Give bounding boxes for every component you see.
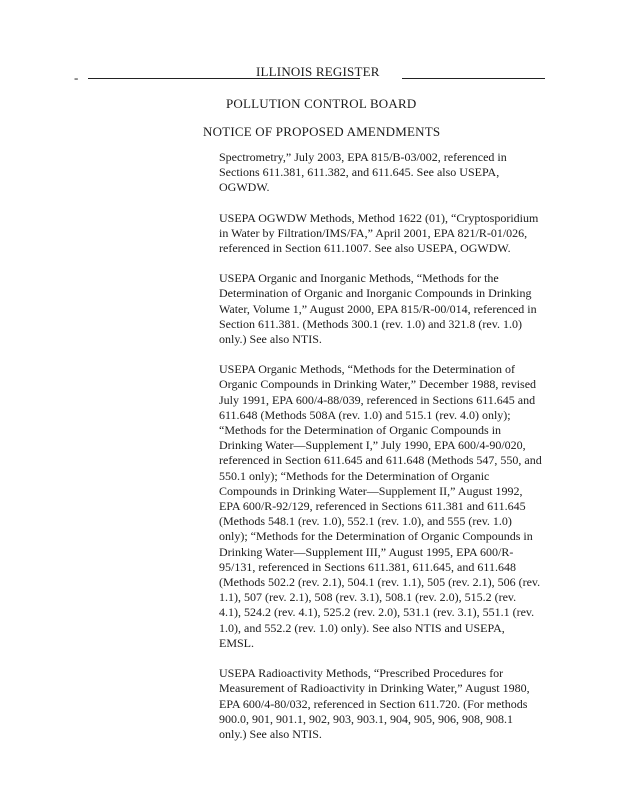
entry-line: OGWDW.: [219, 180, 270, 195]
entry-line: (Methods 548.1 (rev. 1.0), 552.1 (rev. 1.0), and 555 (rev. 1.0): [219, 514, 512, 529]
entry-line: 1.0), and 552.2 (rev. 1.0) only). See also NTIS and USEPA,: [219, 620, 505, 635]
entry-line: USEPA Organic Methods, “Methods for the Determination of: [219, 362, 515, 377]
document-body: [219, 150, 549, 757]
entry-line: referenced in Section 611.645 and 611.648 (Methods 547, 550, and: [219, 453, 542, 468]
register-title: ILLINOIS REGISTER: [256, 64, 380, 79]
entry-line: EPA 600/R-92/129, referenced in Sections 611.381 and 611.645: [219, 499, 526, 514]
entry-line: Organic Compounds in Drinking Water,” December 1988, revised: [219, 377, 537, 392]
entry-line: USEPA OGWDW Methods, Method 1622 (01), “Cryptosporidium: [219, 210, 539, 225]
entry-line: referenced in Section 611.1007. See also USEPA, OGWDW.: [219, 241, 511, 256]
entry-line: 4.1), 524.2 (rev. 4.1), 525.2 (rev. 2.0), 531.1 (rev. 3.1), 551.1 (rev.: [219, 605, 535, 620]
entry-line: in Water by Filtration/IMS/FA,” April 2001, EPA 821/R-01/026,: [219, 225, 528, 240]
entry-line: 1.1), 507 (rev. 2.1), 508 (rev. 3.1), 508.1 (rev. 2.0), 515.2 (rev.: [219, 590, 517, 605]
notice-title: NOTICE OF PROPOSED AMENDMENTS: [203, 124, 441, 139]
entry-line: Drinking Water—Supplement I,” July 1990, EPA 600/4-90/020,: [219, 438, 526, 453]
entry-line: EPA 600/4-80/032, referenced in Section 611.720. (For methods: [219, 696, 528, 711]
entry-line: Drinking Water—Supplement III,” August 1995, EPA 600/R-: [219, 544, 514, 559]
reference-entry: [219, 666, 549, 742]
entry-line: 900.0, 901, 901.1, 902, 903, 903.1, 904, 905, 906, 908, 908.1: [219, 711, 513, 726]
entry-line: only.) See also NTIS.: [219, 332, 322, 347]
entry-line: July 1991, EPA 600/4-88/039, referenced in Sections 611.645 and: [219, 392, 536, 407]
reference-entry: [219, 211, 549, 257]
entry-line: “Methods for the Determination of Organic Compounds in: [219, 423, 502, 438]
entry-line: USEPA Organic and Inorganic Methods, “Methods for the: [219, 271, 499, 286]
header-rule-right: [402, 78, 545, 79]
entry-line: Section 611.381. (Methods 300.1 (rev. 1.0) and 321.8 (rev. 1.0): [219, 316, 522, 331]
entry-line: 95/131, referenced in Sections 611.381, 611.645, and 611.648: [219, 559, 516, 574]
entry-line: only); “Methods for the Determination of Organic Compounds in: [219, 529, 533, 544]
entry-line: (Methods 502.2 (rev. 2.1), 504.1 (rev. 1.1), 505 (rev. 2.1), 506 (rev.: [219, 575, 541, 590]
entry-line: only.) See also NTIS.: [219, 726, 322, 741]
entry-line: Spectrometry,” July 2003, EPA 815/B-03/002, referenced in: [219, 150, 507, 164]
entry-line: Sections 611.381, 611.382, and 611.645. See also USEPA,: [219, 165, 500, 180]
reference-entry: [219, 150, 549, 196]
entry-line: 550.1 only); “Methods for the Determination of Organic: [219, 468, 490, 483]
entry-line: Determination of Organic and Inorganic Compounds in Drinking: [219, 286, 532, 301]
board-title: POLLUTION CONTROL BOARD: [226, 96, 417, 111]
entry-line: EMSL.: [219, 635, 255, 650]
entry-line: USEPA Radioactivity Methods, “Prescribed Procedures for: [219, 666, 504, 681]
reference-entry: [219, 271, 549, 347]
entry-line: Water, Volume 1,” August 2000, EPA 815/R-00/014, referenced in: [219, 301, 537, 316]
reference-entry: [219, 362, 549, 651]
entry-line: Measurement of Radioactivity in Drinking Water,” August 1980,: [219, 681, 530, 696]
entry-line: Compounds in Drinking Water—Supplement II,” August 1992,: [219, 483, 523, 498]
header-dash: -: [74, 70, 79, 85]
entry-line: 611.648 (Methods 508A (rev. 1.0) and 515.1 (rev. 4.0) only);: [219, 407, 511, 422]
